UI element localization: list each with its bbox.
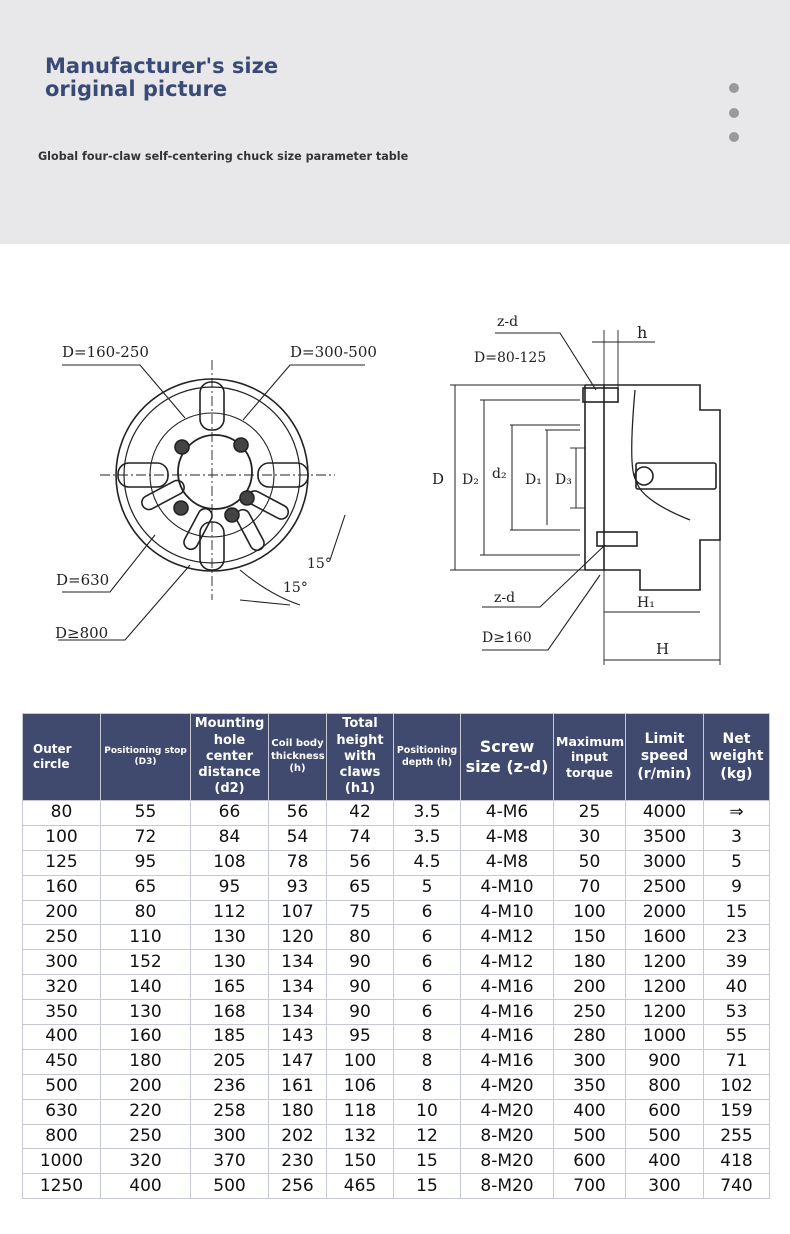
cell-total-height: 56 (327, 850, 394, 875)
front-view-labels (55, 343, 377, 642)
cell-positioning-stop: 220 (101, 1099, 191, 1124)
label-D: D (432, 470, 445, 488)
label-d-large: D=300-500 (290, 343, 377, 361)
cell-mounting-hole: 84 (191, 825, 269, 850)
cell-positioning-depth: 3.5 (394, 801, 461, 826)
cell-positioning-stop: 72 (101, 825, 191, 850)
table-body (23, 801, 770, 1199)
table-row (23, 1074, 770, 1099)
table-row (23, 801, 770, 826)
label-d160: D≥160 (482, 630, 532, 646)
table-row (23, 925, 770, 950)
cell-net-weight: 40 (704, 975, 770, 1000)
cell-max-torque: 30 (554, 825, 626, 850)
cell-screw-size: 4-M8 (461, 825, 554, 850)
cell-net-weight: 102 (704, 1074, 770, 1099)
cell-positioning-depth: 6 (394, 925, 461, 950)
parameter-table (22, 713, 770, 1199)
cell-mounting-hole: 300 (191, 1124, 269, 1149)
cell-net-weight: 55 (704, 1025, 770, 1050)
cell-limit-speed: 800 (626, 1074, 704, 1099)
cell-coil-body: 134 (269, 1000, 327, 1025)
cell-max-torque: 70 (554, 875, 626, 900)
table-row (23, 1099, 770, 1124)
cell-positioning-stop: 130 (101, 1000, 191, 1025)
cell-max-torque: 200 (554, 975, 626, 1000)
cell-positioning-stop: 65 (101, 875, 191, 900)
label-d-630: D=630 (56, 571, 110, 589)
label-h-top: h (637, 323, 648, 342)
table-row (23, 825, 770, 850)
cell-positioning-depth: 12 (394, 1124, 461, 1149)
cell-coil-body: 78 (269, 850, 327, 875)
cell-positioning-stop: 180 (101, 1049, 191, 1074)
column-header-outer-circle: Outer circle (23, 714, 101, 801)
cell-screw-size: 4-M12 (461, 925, 554, 950)
table-header-row (23, 714, 770, 801)
label-D3: D₃ (555, 472, 572, 488)
cell-mounting-hole: 165 (191, 975, 269, 1000)
cell-mounting-hole: 66 (191, 801, 269, 826)
table-row (23, 1000, 770, 1025)
cell-coil-body: 54 (269, 825, 327, 850)
column-header-positioning-depth: Positioning depth (h) (394, 714, 461, 801)
decorative-dot (729, 83, 739, 93)
label-angle-b: 15° (283, 580, 308, 596)
cell-outer-circle: 200 (23, 900, 101, 925)
table-row (23, 875, 770, 900)
label-d-800: D≥800 (55, 624, 109, 642)
cell-positioning-stop: 152 (101, 950, 191, 975)
cell-mounting-hole: 130 (191, 925, 269, 950)
cell-total-height: 74 (327, 825, 394, 850)
cell-limit-speed: 2000 (626, 900, 704, 925)
cell-screw-size: 8-M20 (461, 1174, 554, 1199)
label-zd-top: z-d (497, 314, 519, 330)
cell-net-weight: 3 (704, 825, 770, 850)
cell-screw-size: 4-M6 (461, 801, 554, 826)
column-header-screw-size: Screw size (z-d) (461, 714, 554, 801)
cell-coil-body: 134 (269, 950, 327, 975)
cell-total-height: 80 (327, 925, 394, 950)
cell-positioning-stop: 140 (101, 975, 191, 1000)
label-H: H (656, 640, 670, 658)
chuck-drawing (0, 244, 790, 710)
table-row (23, 1174, 770, 1199)
cell-max-torque: 100 (554, 900, 626, 925)
cell-limit-speed: 2500 (626, 875, 704, 900)
cell-limit-speed: 500 (626, 1124, 704, 1149)
label-d-range: D=80-125 (474, 350, 547, 366)
column-header-total-height: Total height with claws (h1) (327, 714, 394, 801)
cell-limit-speed: 3500 (626, 825, 704, 850)
cell-coil-body: 180 (269, 1099, 327, 1124)
column-header-limit-speed: Limit speed (r/min) (626, 714, 704, 801)
cell-limit-speed: 1000 (626, 1025, 704, 1050)
table-row (23, 900, 770, 925)
cell-max-torque: 150 (554, 925, 626, 950)
cell-total-height: 42 (327, 801, 394, 826)
cell-net-weight: 9 (704, 875, 770, 900)
label-angle-a: 15° (307, 556, 332, 572)
cell-coil-body: 134 (269, 975, 327, 1000)
cell-outer-circle: 320 (23, 975, 101, 1000)
cell-max-torque: 300 (554, 1049, 626, 1074)
cell-screw-size: 4-M8 (461, 850, 554, 875)
side-view-drawing (450, 330, 720, 665)
cell-limit-speed: 3000 (626, 850, 704, 875)
cell-positioning-depth: 5 (394, 875, 461, 900)
cell-total-height: 65 (327, 875, 394, 900)
cell-total-height: 95 (327, 1025, 394, 1050)
cell-coil-body: 147 (269, 1049, 327, 1074)
cell-limit-speed: 300 (626, 1174, 704, 1199)
cell-mounting-hole: 95 (191, 875, 269, 900)
cell-limit-speed: 1200 (626, 975, 704, 1000)
cell-screw-size: 4-M16 (461, 1049, 554, 1074)
cell-limit-speed: 1600 (626, 925, 704, 950)
label-d-small: D=160-250 (62, 343, 149, 361)
cell-net-weight: 255 (704, 1124, 770, 1149)
cell-positioning-depth: 15 (394, 1149, 461, 1174)
cell-positioning-depth: 15 (394, 1174, 461, 1199)
cell-limit-speed: 1200 (626, 1000, 704, 1025)
cell-net-weight: ⇒ (704, 801, 770, 826)
label-D2: D₂ (462, 472, 479, 488)
cell-mounting-hole: 258 (191, 1099, 269, 1124)
cell-positioning-stop: 250 (101, 1124, 191, 1149)
cell-limit-speed: 900 (626, 1049, 704, 1074)
cell-positioning-depth: 6 (394, 900, 461, 925)
cell-net-weight: 71 (704, 1049, 770, 1074)
label-zd-bottom: z-d (494, 590, 516, 606)
front-view-drawing (58, 360, 365, 640)
header-banner (0, 0, 790, 244)
cell-net-weight: 5 (704, 850, 770, 875)
cell-coil-body: 107 (269, 900, 327, 925)
table-row (23, 850, 770, 875)
cell-coil-body: 230 (269, 1149, 327, 1174)
cell-coil-body: 161 (269, 1074, 327, 1099)
cell-limit-speed: 4000 (626, 801, 704, 826)
cell-positioning-depth: 6 (394, 950, 461, 975)
cell-coil-body: 202 (269, 1124, 327, 1149)
cell-positioning-depth: 6 (394, 1000, 461, 1025)
cell-positioning-depth: 4.5 (394, 850, 461, 875)
cell-max-torque: 400 (554, 1099, 626, 1124)
cell-net-weight: 39 (704, 950, 770, 975)
cell-positioning-stop: 320 (101, 1149, 191, 1174)
cell-outer-circle: 450 (23, 1049, 101, 1074)
cell-total-height: 118 (327, 1099, 394, 1124)
cell-outer-circle: 350 (23, 1000, 101, 1025)
cell-outer-circle: 250 (23, 925, 101, 950)
cell-mounting-hole: 205 (191, 1049, 269, 1074)
cell-total-height: 132 (327, 1124, 394, 1149)
cell-positioning-stop: 80 (101, 900, 191, 925)
cell-outer-circle: 80 (23, 801, 101, 826)
cell-outer-circle: 125 (23, 850, 101, 875)
cell-positioning-depth: 10 (394, 1099, 461, 1124)
cell-net-weight: 159 (704, 1099, 770, 1124)
cell-total-height: 90 (327, 1000, 394, 1025)
cell-total-height: 90 (327, 950, 394, 975)
cell-mounting-hole: 185 (191, 1025, 269, 1050)
cell-screw-size: 8-M20 (461, 1124, 554, 1149)
cell-screw-size: 4-M12 (461, 950, 554, 975)
side-view-labels (432, 314, 669, 658)
cell-outer-circle: 1250 (23, 1174, 101, 1199)
cell-screw-size: 8-M20 (461, 1149, 554, 1174)
cell-max-torque: 250 (554, 1000, 626, 1025)
cell-outer-circle: 630 (23, 1099, 101, 1124)
cell-mounting-hole: 112 (191, 900, 269, 925)
cell-positioning-stop: 400 (101, 1174, 191, 1199)
column-header-coil-body: Coil body thickness (h) (269, 714, 327, 801)
decorative-dot (729, 132, 739, 142)
cell-outer-circle: 100 (23, 825, 101, 850)
page-title-line-1: Manufacturer's size (45, 54, 279, 78)
cell-total-height: 90 (327, 975, 394, 1000)
page-subtitle: Global four-claw self-centering chuck size parameter table (38, 150, 409, 163)
cell-screw-size: 4-M16 (461, 1000, 554, 1025)
cell-total-height: 465 (327, 1174, 394, 1199)
cell-coil-body: 120 (269, 925, 327, 950)
cell-screw-size: 4-M20 (461, 1099, 554, 1124)
cell-max-torque: 25 (554, 801, 626, 826)
label-D1: D₁ (525, 472, 542, 488)
cell-net-weight: 23 (704, 925, 770, 950)
cell-coil-body: 256 (269, 1174, 327, 1199)
cell-positioning-depth: 8 (394, 1049, 461, 1074)
cell-coil-body: 56 (269, 801, 327, 826)
cell-total-height: 100 (327, 1049, 394, 1074)
cell-mounting-hole: 236 (191, 1074, 269, 1099)
cell-max-torque: 350 (554, 1074, 626, 1099)
column-header-max-torque: Maximum input torque (554, 714, 626, 801)
cell-total-height: 150 (327, 1149, 394, 1174)
cell-outer-circle: 300 (23, 950, 101, 975)
cell-mounting-hole: 108 (191, 850, 269, 875)
cell-positioning-depth: 8 (394, 1025, 461, 1050)
cell-coil-body: 143 (269, 1025, 327, 1050)
cell-limit-speed: 400 (626, 1149, 704, 1174)
cell-positioning-stop: 110 (101, 925, 191, 950)
cell-max-torque: 500 (554, 1124, 626, 1149)
cell-screw-size: 4-M20 (461, 1074, 554, 1099)
cell-outer-circle: 800 (23, 1124, 101, 1149)
cell-positioning-depth: 8 (394, 1074, 461, 1099)
cell-max-torque: 180 (554, 950, 626, 975)
table-row (23, 1124, 770, 1149)
cell-max-torque: 700 (554, 1174, 626, 1199)
cell-mounting-hole: 500 (191, 1174, 269, 1199)
cell-max-torque: 50 (554, 850, 626, 875)
cell-limit-speed: 600 (626, 1099, 704, 1124)
cell-limit-speed: 1200 (626, 950, 704, 975)
cell-net-weight: 53 (704, 1000, 770, 1025)
cell-screw-size: 4-M10 (461, 875, 554, 900)
cell-coil-body: 93 (269, 875, 327, 900)
cell-positioning-depth: 3.5 (394, 825, 461, 850)
column-header-mounting-hole: Mounting hole center distance (d2) (191, 714, 269, 801)
table-row (23, 1025, 770, 1050)
cell-max-torque: 280 (554, 1025, 626, 1050)
cell-screw-size: 4-M10 (461, 900, 554, 925)
cell-net-weight: 418 (704, 1149, 770, 1174)
technical-drawing-area (0, 244, 790, 710)
cell-total-height: 106 (327, 1074, 394, 1099)
cell-outer-circle: 1000 (23, 1149, 101, 1174)
table-row (23, 950, 770, 975)
cell-net-weight: 15 (704, 900, 770, 925)
label-H1: H₁ (637, 595, 655, 611)
cell-positioning-stop: 160 (101, 1025, 191, 1050)
cell-outer-circle: 160 (23, 875, 101, 900)
cell-max-torque: 600 (554, 1149, 626, 1174)
cell-outer-circle: 500 (23, 1074, 101, 1099)
page-title-line-2: original picture (45, 77, 228, 101)
cell-net-weight: 740 (704, 1174, 770, 1199)
cell-positioning-stop: 95 (101, 850, 191, 875)
label-d2: d₂ (492, 466, 507, 482)
parameter-table-wrap (22, 713, 769, 1199)
cell-mounting-hole: 130 (191, 950, 269, 975)
cell-total-height: 75 (327, 900, 394, 925)
page-title (45, 55, 278, 101)
cell-positioning-stop: 55 (101, 801, 191, 826)
cell-outer-circle: 400 (23, 1025, 101, 1050)
cell-screw-size: 4-M16 (461, 1025, 554, 1050)
table-row (23, 1149, 770, 1174)
column-header-net-weight: Net weight (kg) (704, 714, 770, 801)
cell-mounting-hole: 370 (191, 1149, 269, 1174)
table-row (23, 975, 770, 1000)
table-row (23, 1049, 770, 1074)
decorative-dot (729, 108, 739, 118)
cell-positioning-depth: 6 (394, 975, 461, 1000)
cell-positioning-stop: 200 (101, 1074, 191, 1099)
column-header-positioning-stop: Positioning stop (D3) (101, 714, 191, 801)
cell-mounting-hole: 168 (191, 1000, 269, 1025)
cell-screw-size: 4-M16 (461, 975, 554, 1000)
